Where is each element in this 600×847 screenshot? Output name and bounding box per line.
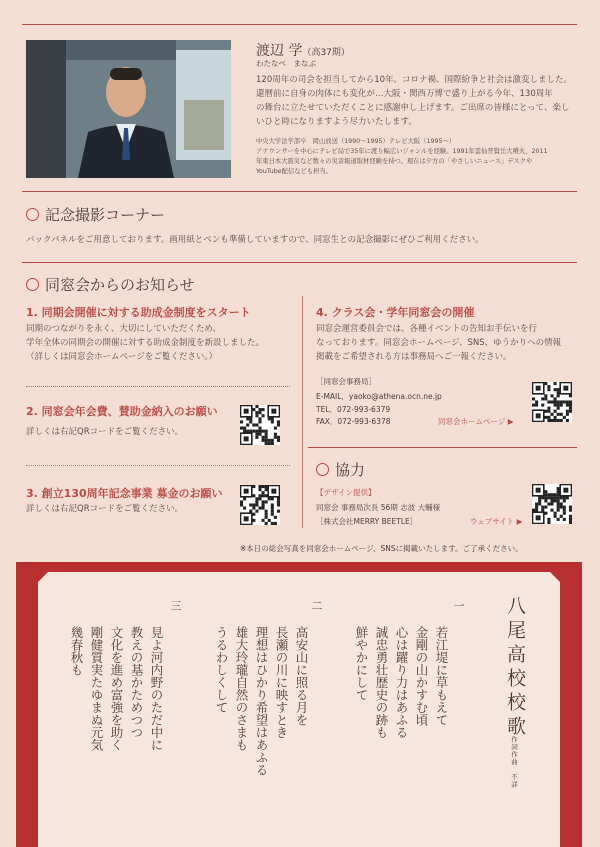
cooperation-title-text: 協力 (335, 461, 366, 479)
song-title: 八尾高校校歌 (504, 596, 526, 740)
website-link-text: ウェブサイト (470, 517, 515, 526)
office-fax: FAX．072-993-6378 (316, 417, 391, 426)
verse-line: 文化を進め富強を助く (109, 626, 124, 751)
verse-line: 教えの基かためつつ (129, 626, 144, 739)
circle-icon (26, 208, 39, 221)
design-credit-line1: 同窓会 事務局次長 56期 志波 大輔様 (316, 503, 441, 512)
notices-title-text: 同窓会からのお知らせ (45, 276, 195, 294)
section-divider (308, 447, 577, 448)
dotted-divider (26, 465, 290, 466)
triangle-right-icon: ▶ (507, 417, 514, 426)
column-divider (302, 296, 303, 528)
verse-2-number: 二 (310, 600, 323, 611)
verse-3 (66, 626, 166, 806)
verse-line: 若江堤に草もえて (434, 626, 449, 726)
notice-3-body: 詳しくは右記QRコードをご覧ください。 (26, 504, 184, 514)
verse-line: 理想はひかり希望はあふる (254, 626, 269, 776)
profile-class-year: （高37期） (302, 48, 350, 58)
notice-3-title: 3. 創立130周年記念事業 募金のお願い (26, 487, 223, 500)
office-tel: TEL．072-993-6379 (316, 405, 391, 414)
verse-2 (211, 626, 311, 806)
office-email[interactable]: E-MAIL．yaoko@athena.ocn.ne.jp (316, 392, 442, 401)
notice-2-body: 詳しくは右記QRコードをご覧ください。 (26, 427, 184, 437)
website-link[interactable] (470, 516, 522, 527)
verse-line: 金剛の山かすむ頃 (414, 626, 429, 726)
footnote: ※本日の総会写真を同窓会ホームページ、SNSに掲載いたします。ご了承ください。 (240, 544, 523, 553)
notice-4-line: 掲載をご希望される方は事務局へご一報ください。 (316, 352, 512, 362)
profile-photo (26, 40, 231, 178)
verse-line: 幾春秋も (69, 626, 84, 676)
notice-1-title: 1. 同期会開催に対する助成金制度をスタート (26, 306, 251, 319)
profile-name-row (256, 40, 350, 60)
profile-message (256, 73, 581, 129)
notice-3-qr-code[interactable] (240, 485, 280, 525)
verse-line: 長瀬の川に映すとき (274, 626, 289, 739)
notice-4-title: 4. クラス会・学年同窓会の開催 (316, 306, 475, 319)
profile-bio (256, 137, 581, 177)
verse-3-number: 三 (169, 600, 182, 611)
notice-2-title: 2. 同窓会年会費、賛助金納入のお願い (26, 405, 218, 418)
verse-line: 雄大玲瓏自然のさまも (234, 626, 249, 751)
verse-line: 鮮やかにして (354, 626, 369, 701)
verse-line: うるわしくして (214, 626, 229, 714)
photo-corner-title-text: 記念撮影コーナー (45, 206, 166, 224)
profile-message-line: 還暦前に自身の肉体にも変化が…大阪・関西万博で盛り上がる今年、130周年 (256, 89, 553, 99)
notice-1-line: （詳しくは同窓会ホームページをご覧ください。） (26, 352, 218, 362)
section-divider (22, 262, 577, 263)
verse-1-number: 一 (452, 600, 465, 611)
profile-name: 渡辺 学 (256, 43, 303, 59)
photo-corner-title (26, 204, 165, 225)
design-label: 【デザイン提供】 (316, 488, 376, 497)
profile-reading: わたなべ まなぶ (256, 59, 316, 68)
verse-line: 見よ河内野のただ中に (149, 626, 164, 751)
profile-message-line: いひと時になりますよう尽力いたします。 (256, 117, 417, 127)
section-divider (22, 191, 577, 192)
website-qr-code[interactable] (532, 484, 572, 524)
notice-4-body (316, 322, 581, 364)
notice-1-line: 学年全体の同期会の開催に対する助成金制度を新設しました。 (26, 338, 265, 348)
homepage-qr-code[interactable] (532, 382, 572, 422)
triangle-right-icon: ▶ (516, 517, 523, 526)
dotted-divider (26, 386, 290, 387)
homepage-link-text: 同窓会ホームページ (438, 417, 506, 426)
notice-1-line: 同期のつながりを永く、大切にしていただくため、 (26, 324, 221, 334)
verse-line: 高安山に照る月を (294, 626, 309, 726)
notice-1-body (26, 322, 301, 364)
profile-message-line: の舞台に立たせていただくことに感謝申し上げます。ご出席の皆様にとって、楽し (256, 103, 570, 113)
office-label: ［同窓会事務局］ (316, 377, 376, 386)
profile-bio-line: YouTube配信なども担当。 (256, 168, 332, 175)
homepage-link[interactable] (438, 416, 514, 427)
song-credit: 作詞作曲 不詳 (510, 736, 518, 789)
notice-4-line: 同窓会運営委員会では、各種イベントの告知お手伝いを行 (316, 324, 538, 334)
verse-line: 誠忠勇壮歴史の跡も (374, 626, 389, 739)
verse-line: 心は躍り力はあふる (394, 626, 409, 739)
circle-icon (316, 463, 329, 476)
verse-1 (351, 626, 451, 806)
design-credit-line2: ［株式会社MERRY BEETLE］ (316, 517, 418, 526)
verse-line: 剛健質実たゆまぬ元気 (89, 626, 104, 751)
profile-bio-line: アナウンサーを中心にテレビ局で35年に渡り幅広いジャンルを経験。1991年雲仙普賢岳大噴火、2011 (256, 148, 548, 155)
top-divider (22, 24, 577, 25)
profile-message-line: 120周年の司会を担当してから10年。コロナ禍、国際紛争と社会は激変しました。 (256, 75, 573, 85)
circle-icon (26, 278, 39, 291)
profile-bio-line: 中央大学法学部卒 岡山放送（1990〜1995）テレビ大阪（1995〜） (256, 138, 456, 145)
notices-title (26, 274, 195, 295)
notice-2-qr-code[interactable] (240, 405, 280, 445)
photo-corner-body: バックパネルをご用意しております。画用紙とペンも準備していますので、同窓生との記念撮影にぜひご利用ください。 (26, 235, 484, 245)
cooperation-title (316, 459, 365, 480)
notice-4-line: なっております。同窓会ホームページ、SNS、ゆうかりへの情報 (316, 338, 562, 348)
profile-bio-line: 年東日本大震災など数々の災害報道取材経験を持つ。現在は夕方の「やさしいニュース」デスクや (256, 158, 533, 165)
